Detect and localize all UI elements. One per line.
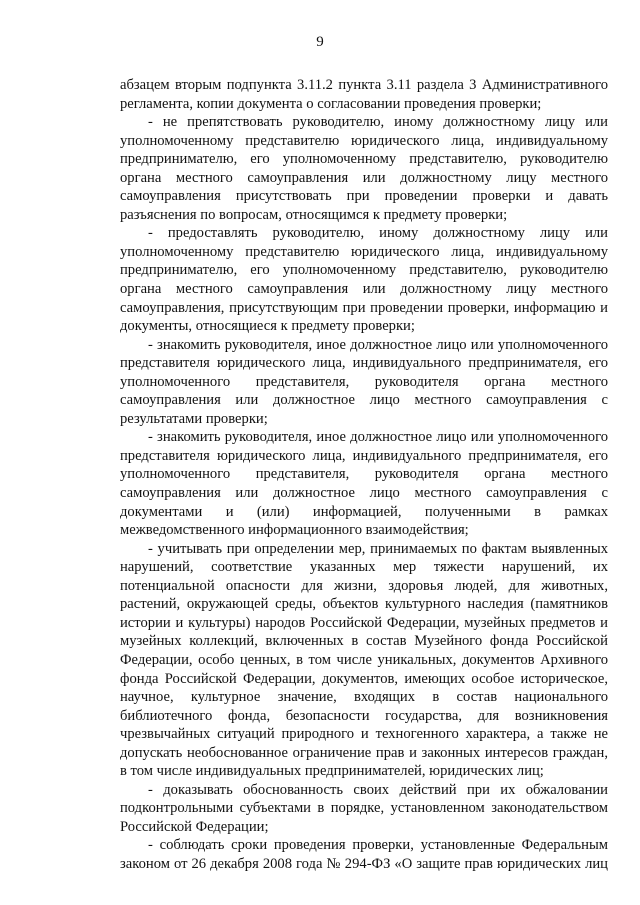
page-number: 9 xyxy=(316,34,324,50)
paragraph-familiarize-documents: - знакомить руководителя, иное должностное лицо или уполномоченного представителя юридического лица, индивидуального предпринимателя, его уполномоченного представителя, руководителя органа местного самоуправления или должностное лицо местного самоуправления с документами и (или) информацией, полученными в рамках межведомственного информационного взаимодействия; xyxy=(120,429,608,539)
paragraph-provide-information: - предоставлять руководителю, иному должностному лицу или уполномоченному представителю юридического лица, индивидуальному предпринимателю, его уполномоченному представителю, руководителю органа местного самоуправления или должностному лицу местного самоуправления, присутствующим при проведении проверки, информацию и документы, относящиеся к предмету проверки; xyxy=(120,225,608,335)
document-body xyxy=(120,76,608,874)
paragraph-observe-deadlines: - соблюдать сроки проведения проверки, установленные Федеральным законом от 26 декабря 2008 года № 294-ФЗ «О защите прав юридических лиц xyxy=(120,837,608,872)
paragraph-consider-measures: - учитывать при определении мер, принимаемых по фактам выявленных нарушений, соответствие указанных мер тяжести нарушений, их потенциальной опасности для жизни, здоровья людей, для животных, растений, окружающей среды, объектов культурного наследия (памятников истории и культуры) народов Российской Федерации, музейных предметов и музейных коллекций, включенных в состав Музейного фонда Российской Федерации, особо ценных, в том числе уникальных, документов Архивного фонда Российской Федерации, документов, имеющих особое историческое, научное, культурное значение, входящих в состав национального библиотечного фонда, безопасности государства, для возникновения чрезвычайных ситуаций природного и техногенного характера, а также не допускать необоснованное ограничение прав и законных интересов граждан, в том числе индивидуальных предпринимателей, юридических лиц; xyxy=(120,540,608,780)
paragraph-familiarize-results: - знакомить руководителя, иное должностное лицо или уполномоченного представителя юридического лица, индивидуального предпринимателя, его уполномоченного представителя, руководителя органа местного самоуправления или должностное лицо местного самоуправления с результатами проверки; xyxy=(120,336,608,427)
paragraph-continuation: абзацем вторым подпункта 3.11.2 пункта 3.11 раздела 3 Административного регламента, копии документа о согласовании проведения проверки; xyxy=(120,77,608,112)
paragraph-prove-validity: - доказывать обоснованность своих действий при их обжаловании подконтрольными субъектами в порядке, установленном законодательством Российской Федерации; xyxy=(120,781,608,835)
paragraph-no-obstruction: - не препятствовать руководителю, иному должностному лицу или уполномоченному представителю юридического лица, индивидуальному предпринимателю, его уполномоченному представителю, руководителю органа местного самоуправления или должностному лицу местного самоуправления присутствовать при проведении проверки и давать разъяснения по вопросам, относящимся к предмету проверки; xyxy=(120,114,608,223)
